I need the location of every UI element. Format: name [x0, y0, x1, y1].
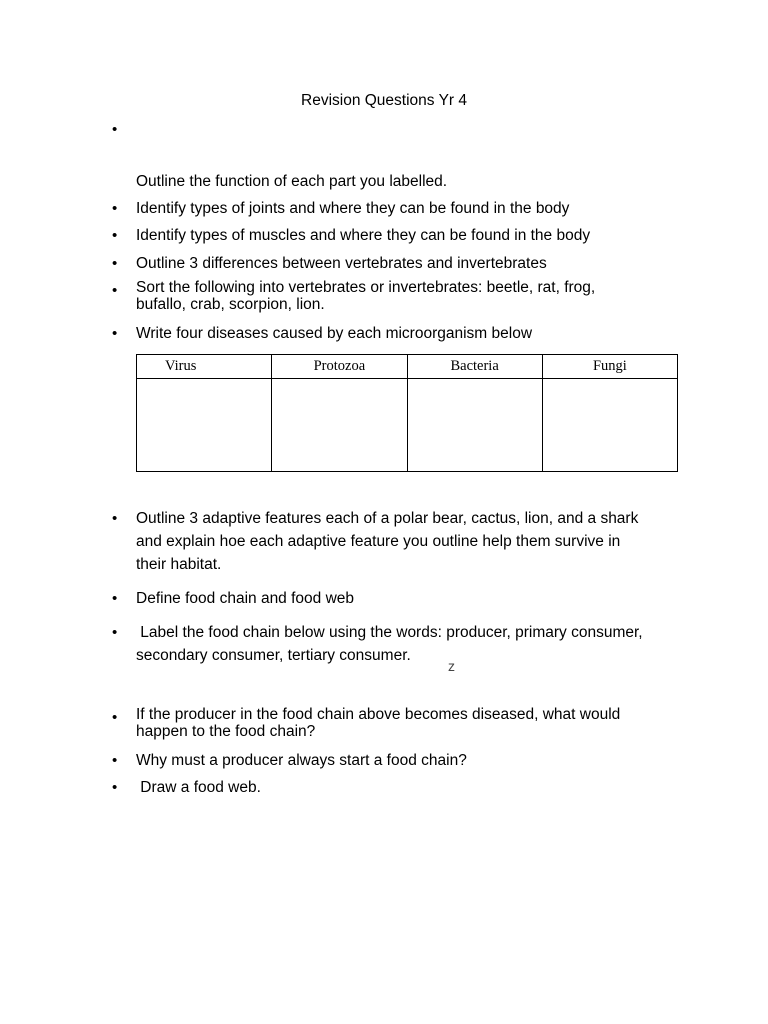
question-text: Define food chain and food web — [136, 590, 355, 607]
question-text: Sort the following into vertebrates or invertebrates: beetle, rat, frog, — [136, 279, 596, 296]
bullet-marker: • — [112, 325, 118, 342]
microorganism-table — [136, 354, 678, 472]
bullet-marker: • — [112, 255, 118, 272]
bullet-marker: • — [112, 624, 118, 641]
bullet-marker: • — [112, 227, 118, 244]
question-text: Write four diseases caused by each microorganism below — [136, 325, 533, 342]
bullet-marker: • — [112, 752, 118, 769]
bullet-marker: • — [112, 779, 118, 796]
question-text: Outline 3 adaptive features each of a polar bear, cactus, lion, and a shark — [136, 510, 639, 527]
question-text: their habitat. — [136, 556, 222, 573]
question-text: Outline the function of each part you labelled. — [136, 173, 448, 190]
bullet-marker: • — [112, 121, 118, 138]
table-cell — [272, 379, 407, 472]
question-text: secondary consumer, tertiary consumer. — [136, 647, 411, 664]
question-text: Identify types of muscles and where they can be found in the body — [136, 227, 591, 244]
bullet-marker: • — [112, 282, 118, 299]
question-text: happen to the food chain? — [136, 723, 316, 740]
question-text: Identify types of joints and where they can be found in the body — [136, 200, 570, 217]
question-text: Label the food chain below using the words: producer, primary consumer, — [136, 624, 643, 641]
question-text: Outline 3 differences between vertebrates and invertebrates — [136, 255, 547, 272]
question-text: Draw a food web. — [136, 779, 261, 796]
question-text: bufallo, crab, scorpion, lion. — [136, 296, 325, 313]
table-header: Fungi — [542, 355, 677, 379]
bullet-marker: • — [112, 510, 118, 527]
table-header: Virus — [137, 355, 272, 379]
bullet-marker: • — [112, 200, 118, 217]
table-header: Bacteria — [407, 355, 542, 379]
table-cell — [542, 379, 677, 472]
table-cell — [407, 379, 542, 472]
question-text: If the producer in the food chain above becomes diseased, what would — [136, 706, 621, 723]
stray-mark: z — [448, 658, 455, 674]
bullet-marker: • — [112, 590, 118, 607]
table-header: Protozoa — [272, 355, 407, 379]
page-title: Revision Questions Yr 4 — [301, 92, 467, 109]
table-cell — [137, 379, 272, 472]
bullet-marker: • — [112, 709, 118, 726]
question-text: and explain hoe each adaptive feature you outline help them survive in — [136, 533, 621, 550]
question-text: Why must a producer always start a food chain? — [136, 752, 467, 769]
